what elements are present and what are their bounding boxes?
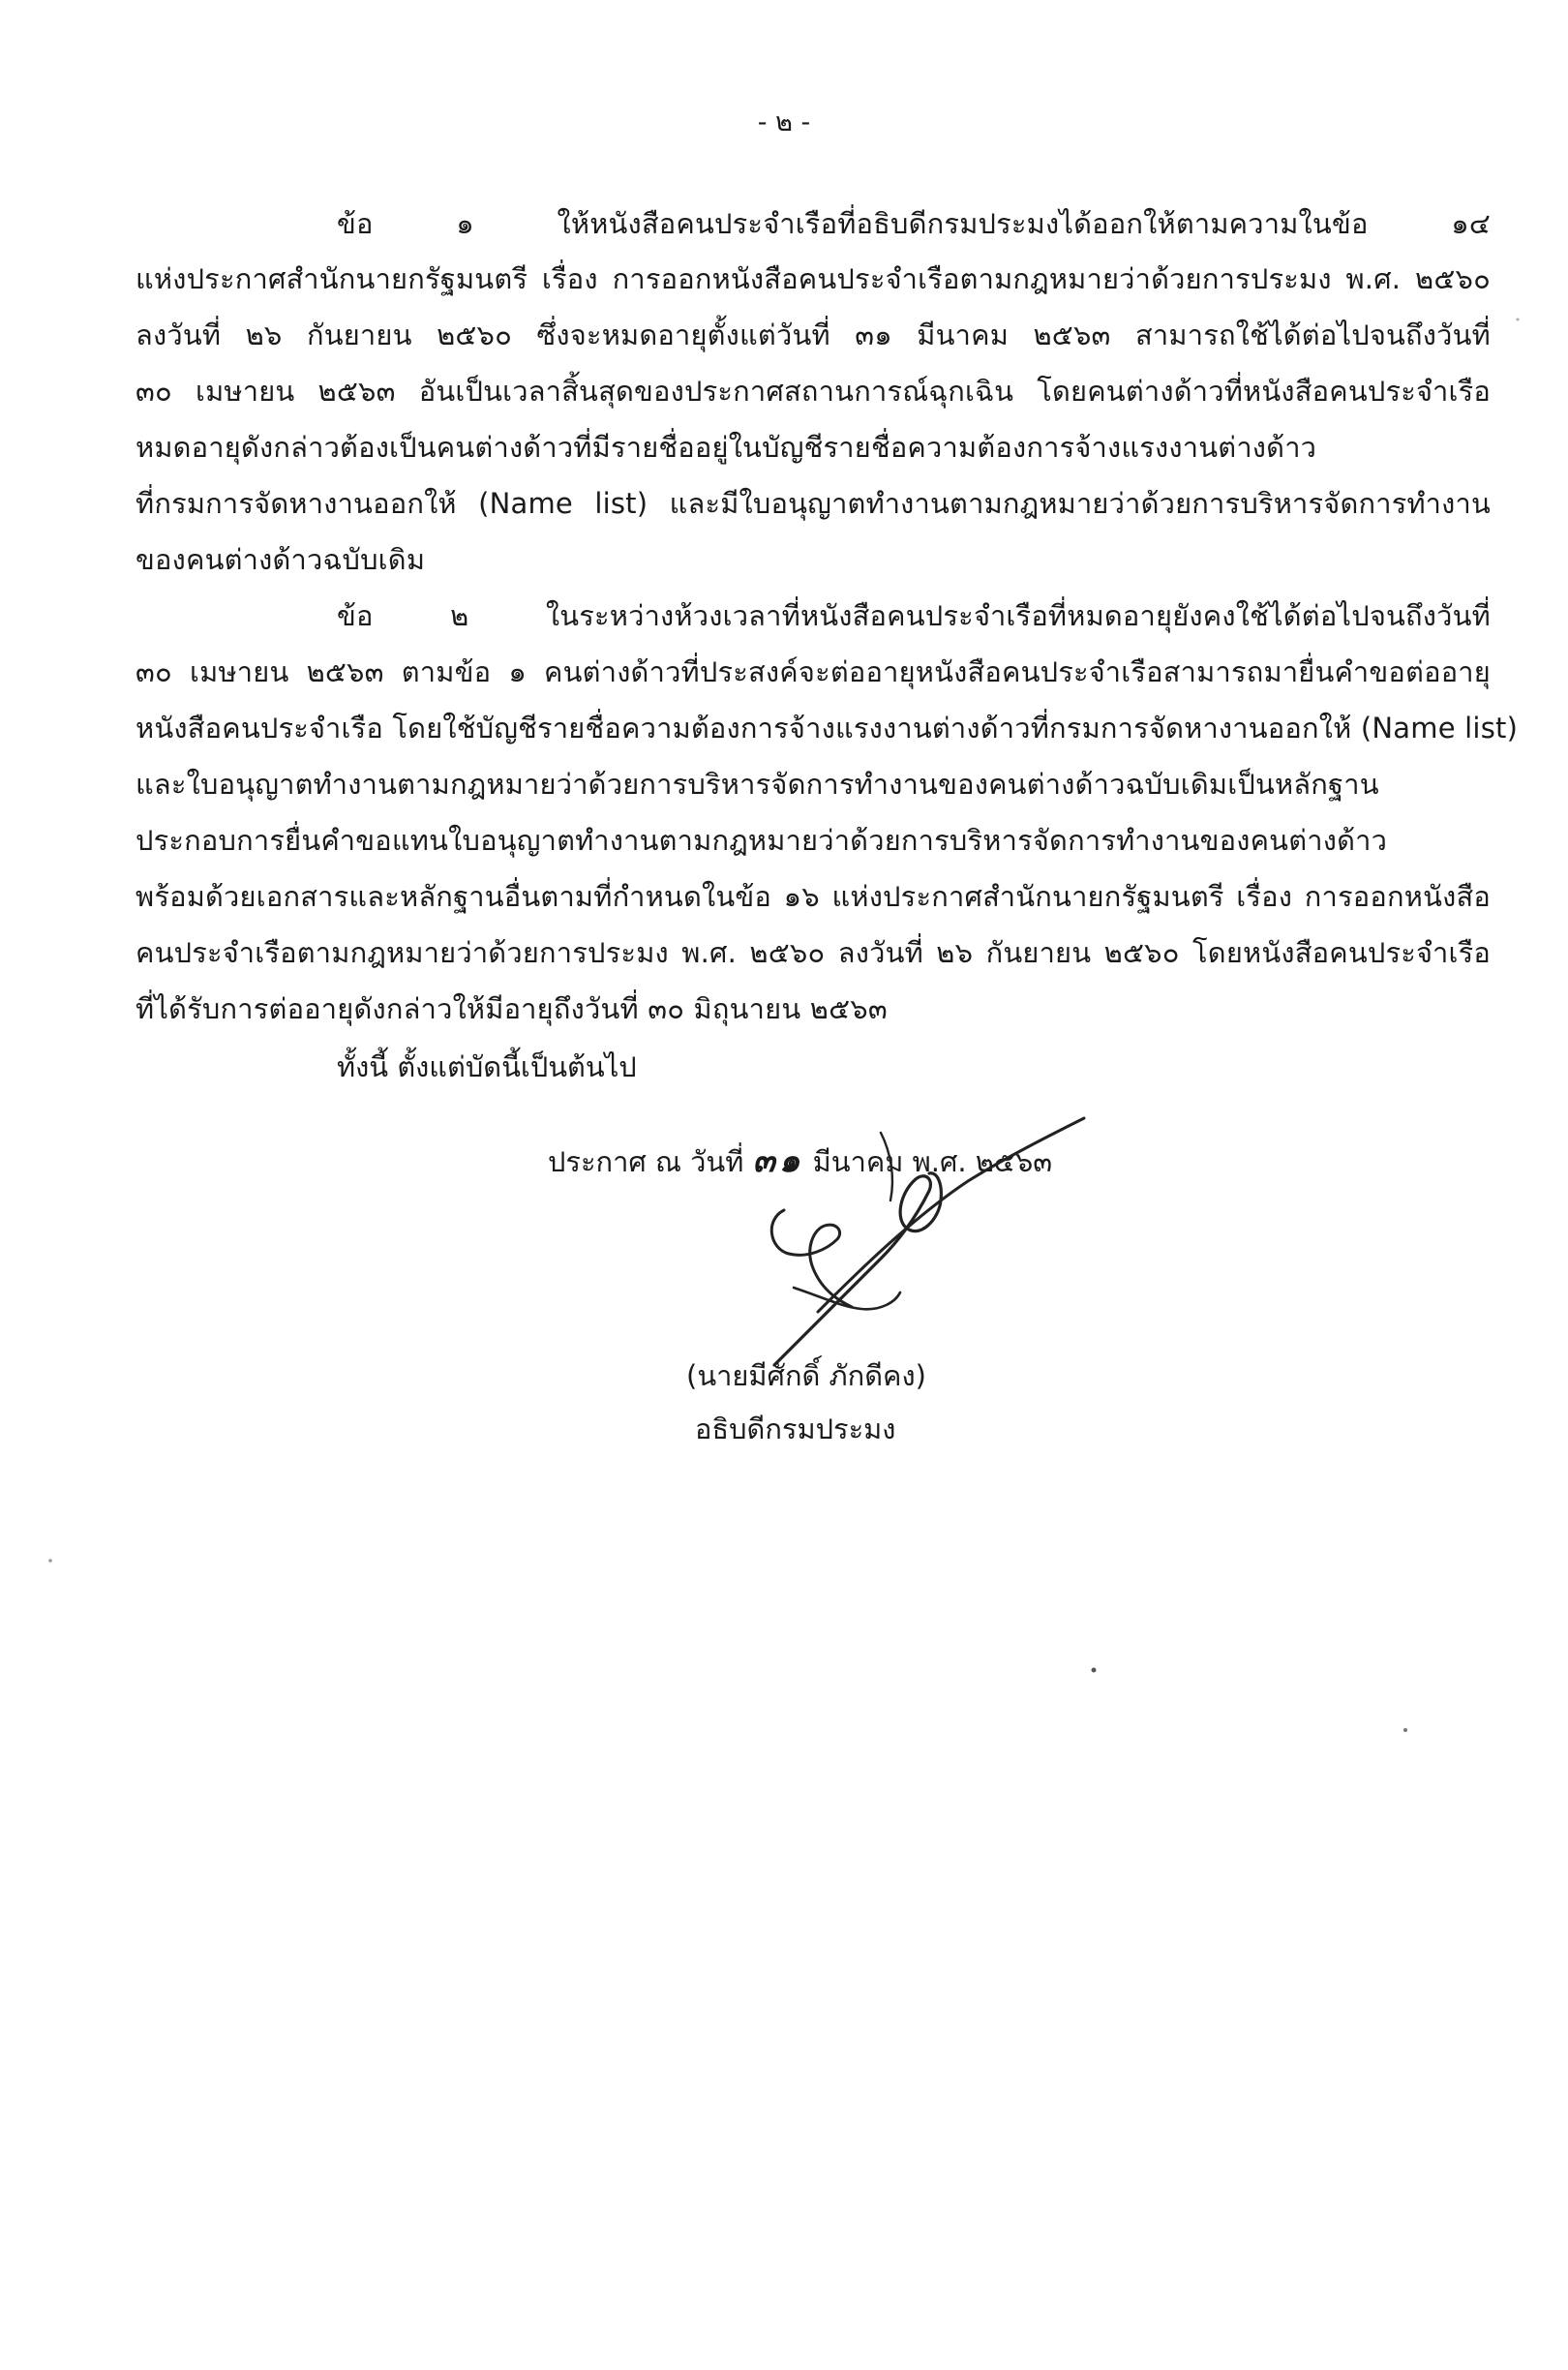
speck-4: [1517, 319, 1520, 321]
paragraph-2-line-6: พร้อมด้วยเอกสารและหลักฐานอื่นตามที่กำหนดในข้อ ๑๖ แห่งประกาศสำนักนายกรัฐมนตรี เรื่อง การออกหนังสือ: [136, 880, 1491, 913]
date-prefix: ประกาศ ณ วันที่: [548, 1145, 744, 1178]
paragraph-2-line-2: ๓๐ เมษายน ๒๕๖๓ ตามข้อ ๑ คนต่างด้าวที่ประสงค์จะต่ออายุหนังสือคนประจำเรือสามารถมายื่นคำขอต่ออายุ: [136, 655, 1491, 688]
signatory-name: (นายมีศักดิ์ ภักดีคง): [686, 1359, 926, 1392]
paragraph-1-line-1: ข้อ ๑ ให้หนังสือคนประจำเรือที่อธิบดีกรมประมงได้ออกให้ตามความในข้อ ๑๔: [337, 207, 1491, 240]
closing-statement: ทั้งนี้ ตั้งแต่บัดนี้เป็นต้นไป: [337, 1050, 637, 1083]
paragraph-1-line-2: แห่งประกาศสำนักนายกรัฐมนตรี เรื่อง การออกหนังสือคนประจำเรือตามกฎหมายว่าด้วยการประมง พ.ศ. ๒๕๖๐: [136, 262, 1491, 295]
paragraph-1-line-5: หมดอายุดังกล่าวต้องเป็นคนต่างด้าวที่มีรายชื่ออยู่ในบัญชีรายชื่อความต้องการจ้างแรงงานต่างด้าว: [136, 431, 1317, 464]
signatory-title: อธิบดีกรมประมง: [695, 1413, 896, 1445]
paragraph-2-line-3: หนังสือคนประจำเรือ โดยใช้บัญชีรายชื่อความต้องการจ้างแรงงานต่างด้าวที่กรมการจัดหางานออกให้ (Name list): [136, 712, 1519, 744]
paragraph-2-line-1: ข้อ ๒ ในระหว่างห้วงเวลาที่หนังสือคนประจำเรือที่หมดอายุยังคงใช้ได้ต่อไปจนถึงวันที่: [337, 599, 1491, 632]
page-number: - ๒ -: [757, 107, 811, 137]
paragraph-2-line-8: ที่ได้รับการต่ออายุดังกล่าวให้มีอายุถึงวันที่ ๓๐ มิถุนายน ๒๕๖๓: [136, 992, 888, 1025]
handwritten-day: ๓๑: [752, 1141, 804, 1180]
paragraph-1-line-3: ลงวันที่ ๒๖ กันยายน ๒๕๖๐ ซึ่งจะหมดอายุตั้งแต่วันที่ ๓๑ มีนาคม ๒๕๖๓ สามารถใช้ได้ต่อไปจนถึงวันที่: [136, 319, 1491, 351]
paragraph-2-line-7: คนประจำเรือตามกฎหมายว่าด้วยการประมง พ.ศ. ๒๕๖๐ ลงวันที่ ๒๖ กันยายน ๒๕๖๐ โดยหนังสือคนประจำเรือ: [136, 936, 1491, 969]
paragraph-1-line-4: ๓๐ เมษายน ๒๕๖๓ อันเป็นเวลาสิ้นสุดของประกาศสถานการณ์ฉุกเฉิน โดยคนต่างด้าวที่หนังสือคนประจำเรือ: [136, 375, 1491, 408]
paragraph-1-line-7: ของคนต่างด้าวฉบับเดิม: [136, 543, 426, 576]
speck-1: [1092, 1668, 1097, 1673]
paragraph-1-line-6: ที่กรมการจัดหางานออกให้ (Name list) และมีใบอนุญาตทำงานตามกฎหมายว่าด้วยการบริหารจัดการทำงาน: [136, 487, 1491, 520]
paragraph-2-line-5: ประกอบการยื่นคำขอแทนใบอนุญาตทำงานตามกฎหมายว่าด้วยการบริหารจัดการทำงานของคนต่างด้าว: [136, 824, 1388, 857]
speck-2: [1403, 1728, 1407, 1732]
paragraph-2-line-4: และใบอนุญาตทำงานตามกฎหมายว่าด้วยการบริหารจัดการทำงานของคนต่างด้าวฉบับเดิมเป็นหลักฐาน: [136, 768, 1379, 801]
speck-3: [48, 1559, 52, 1563]
date-suffix: มีนาคม พ.ศ. ๒๕๖๓: [812, 1145, 1053, 1178]
